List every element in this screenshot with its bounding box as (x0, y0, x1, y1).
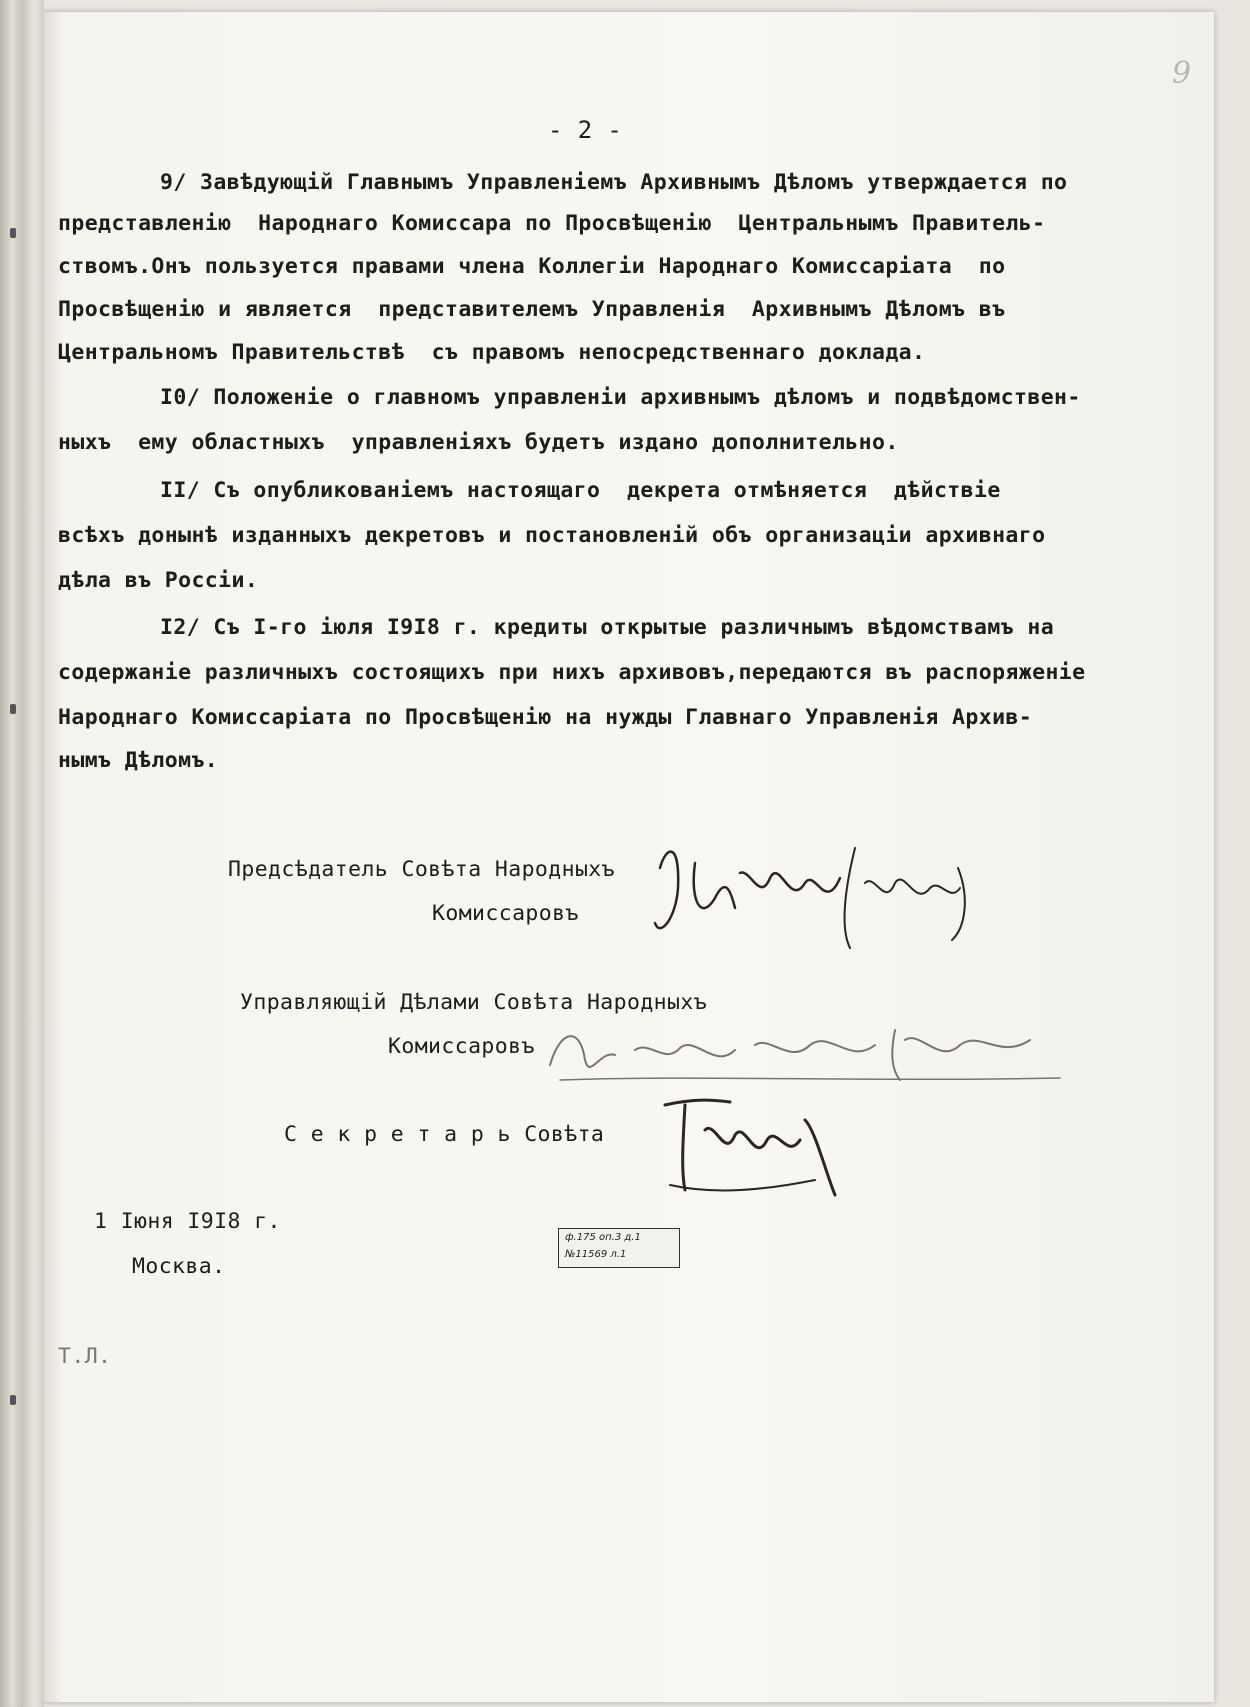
archive-sheet-number: 9 (1172, 56, 1192, 91)
archive-stamp (558, 1228, 680, 1268)
binding-hole (10, 704, 16, 714)
typist-initials: Т.Л. (58, 1344, 112, 1369)
stamp-line: ф.175 оп.3 д.1 (565, 1232, 641, 1243)
document-date: 1 Іюня І9І8 г. (94, 1209, 281, 1234)
binding-edge (0, 0, 44, 1707)
text-line: Центральномъ Правительствѣ съ правомъ непосредственнаго доклада. (58, 340, 926, 365)
text-line: дѣла въ Россіи. (58, 568, 259, 593)
text-line: Просвѣщенію и является представителемъ Управленія Архивнымъ Дѣломъ въ (58, 297, 1006, 322)
signatory-title: Комиссаровъ (388, 1034, 535, 1059)
text-line: 9/ Завѣдующій Главнымъ Управленіемъ Архивнымъ Дѣломъ утверждается по (160, 170, 1068, 195)
binding-hole (10, 228, 16, 238)
signatory-title: Предсѣдатель Совѣта Народныхъ (228, 857, 615, 882)
text-line: представленію Народнаго Комиссара по Просвѣщенію Центральнымъ Правитель- (58, 211, 1046, 236)
signatory-title: Комиссаровъ (432, 901, 579, 926)
text-line: нымъ Дѣломъ. (58, 748, 219, 773)
text-line: Народнаго Комиссаріата по Просвѣщенію на нужды Главнаго Управленія Архив- (58, 705, 1033, 730)
signatory-title: С е к р е т а р ь Совѣта (284, 1122, 605, 1147)
text-line: ныхъ ему областныхъ управленіяхъ будетъ издано дополнительно. (58, 430, 899, 455)
binding-hole (10, 1395, 16, 1405)
signatory-title: Управляющій Дѣлами Совѣта Народныхъ (240, 990, 708, 1015)
text-line: І0/ Положеніе о главномъ управленіи архивнымъ дѣломъ и подвѣдомствен- (160, 385, 1081, 410)
text-line: всѣхъ донынѣ изданныхъ декретовъ и постановленій объ организаціи архивнаго (58, 523, 1046, 548)
stamp-line: №11569 л.1 (565, 1249, 627, 1260)
signature-lenin (640, 828, 980, 968)
signature-gorbunov (655, 1090, 855, 1210)
text-line: содержаніе различныхъ состоящихъ при нихъ архивовъ,передаются въ распоряженіе (58, 660, 1086, 685)
text-line: ІІ/ Съ опубликованіемъ настоящаго декрета отмѣняется дѣйствіе (160, 478, 1001, 503)
page-number: - 2 - (548, 116, 623, 144)
text-line: І2/ Съ І-го іюля І9І8 г. кредиты открытые различнымъ вѣдомствамъ на (160, 615, 1055, 640)
signature-bonch-bruevich (540, 1010, 1080, 1090)
text-line: ствомъ.Онъ пользуется правами члена Коллегіи Народнаго Комиссаріата по (58, 254, 1006, 279)
document-place: Москва. (132, 1254, 226, 1279)
